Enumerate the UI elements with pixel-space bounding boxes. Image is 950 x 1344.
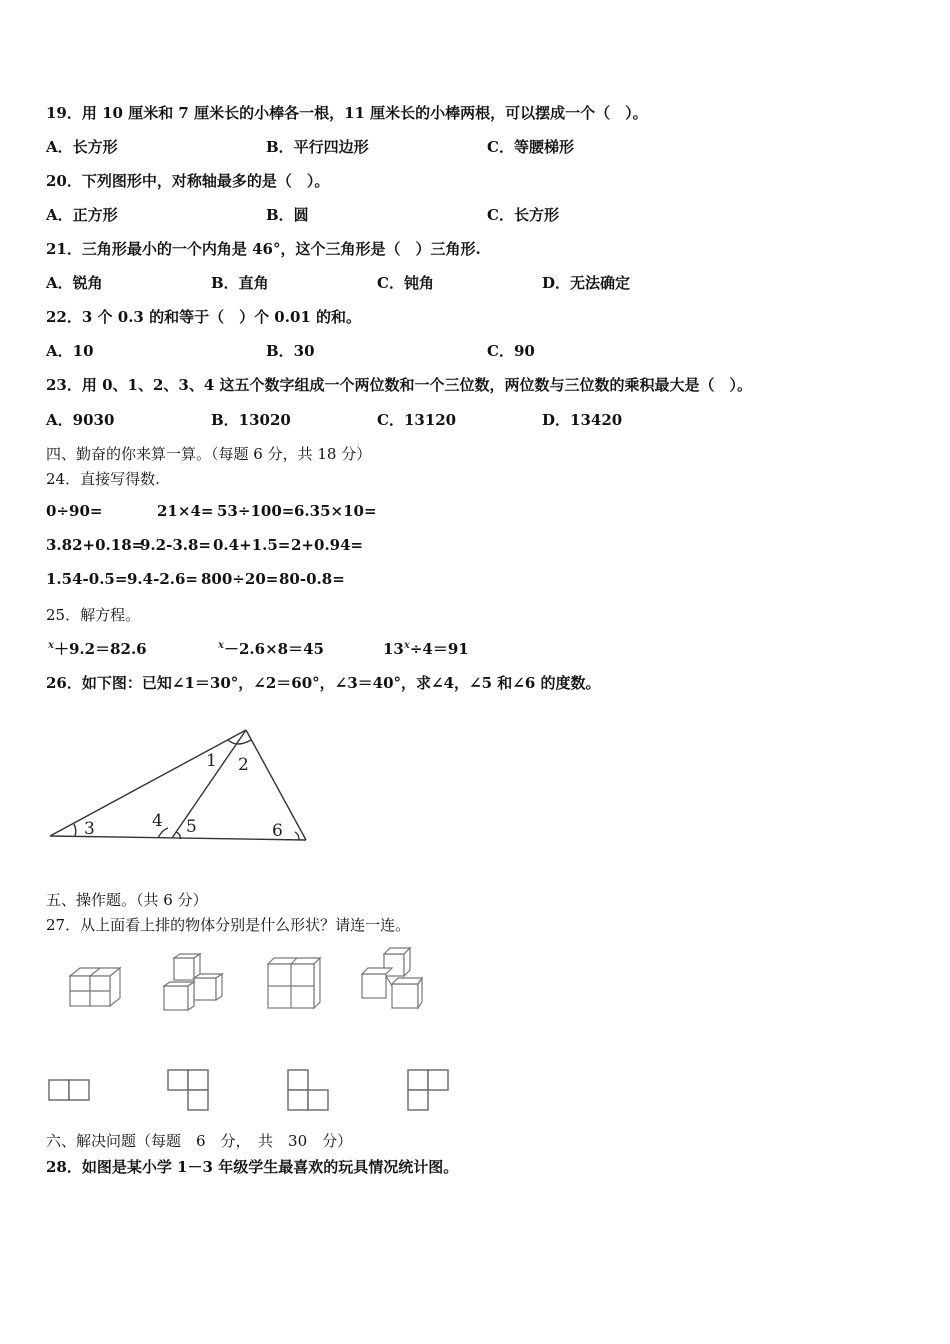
q26-stem: 26．如下图：已知∠1＝30°，∠2＝60°，∠3＝40°，求∠4，∠5 和∠6 的度数。 (46, 674, 601, 692)
top-view-shape-2[interactable] (166, 1068, 212, 1114)
q25-stem: 25．解方程。 (46, 606, 141, 624)
q25-equation-1: $^x$＋9.2＝82.6 (48, 640, 147, 658)
q22-option-a[interactable]: A．10 (46, 342, 94, 360)
angle-label-3: 3 (84, 819, 95, 839)
section-4-heading: 四、勤奋的你来算一算。（每题 6 分，共 18 分） (46, 445, 372, 463)
q24-calc: 0÷90= (46, 502, 103, 520)
q24-calc: 6.35×10= (294, 502, 377, 520)
q20-stem: 20．下列图形中，对称轴最多的是（ ）。 (46, 172, 330, 190)
q24-calc: 53÷100= (217, 502, 295, 520)
var-x: x (218, 640, 224, 651)
q24-calc: 80-0.8= (279, 570, 345, 588)
q19-stem: 19．用 10 厘米和 7 厘米长的小棒各一根，11 厘米长的小棒两根，可以摆成一个（ ）。 (46, 104, 648, 122)
q21-option-d[interactable]: D．无法确定 (542, 274, 631, 292)
top-view-shape-1[interactable] (48, 1078, 92, 1104)
q23-stem: 23．用 0、1、2、3、4 这五个数字组成一个两位数和一个三位数，两位数与三位数的乘积最大是（ ）。 (46, 376, 753, 394)
q21-stem: 21．三角形最小的一个内角是 46°，这个三角形是（ ）三角形. (46, 240, 481, 258)
q23-option-c[interactable]: C．13120 (377, 411, 457, 429)
q24-calc: 9.2-3.8= (140, 536, 211, 554)
cube-object-3[interactable] (264, 954, 324, 1012)
angle-label-5: 5 (186, 817, 197, 837)
cube-object-4[interactable] (358, 946, 424, 1012)
q24-calc: 800÷20= (201, 570, 279, 588)
q19-option-a[interactable]: A．长方形 (46, 138, 118, 156)
q23-option-a[interactable]: A．9030 (46, 411, 115, 429)
q23-option-b[interactable]: B．13020 (211, 411, 291, 429)
q24-calc: 0.4+1.5= (213, 536, 291, 554)
q25-equation-3: $13^x\div 4=91$ (383, 640, 469, 658)
top-view-shape-4[interactable] (406, 1068, 452, 1114)
var-x: x (403, 640, 410, 651)
q20-option-b[interactable]: B．圆 (266, 206, 309, 224)
q22-stem: 22．3 个 0.3 的和等于（ ）个 0.01 的和。 (46, 308, 362, 326)
cube-object-2[interactable] (160, 952, 226, 1014)
top-view-shape-3[interactable] (286, 1068, 332, 1114)
section-5-heading: 五、操作题。（共 6 分） (46, 891, 208, 909)
q24-stem: 24．直接写得数. (46, 470, 160, 488)
q20-option-a[interactable]: A．正方形 (46, 206, 118, 224)
q23-option-d[interactable]: D．13420 (542, 411, 623, 429)
q24-calc: 3.82+0.18= (46, 536, 145, 554)
q25-equation-2: $^x$－2.6×8＝45 (218, 640, 324, 658)
cube-object-1[interactable] (66, 964, 126, 1014)
triangle-figure (44, 722, 324, 852)
q24-calc: 21×4= (157, 502, 214, 520)
q28-stem: 28．如图是某小学 1－3 年级学生最喜欢的玩具情况统计图。 (46, 1158, 459, 1176)
q24-calc: 9.4-2.6= (127, 570, 198, 588)
q21-option-c[interactable]: C．钝角 (377, 274, 434, 292)
angle-label-4: 4 (152, 811, 163, 831)
q21-option-a[interactable]: A．锐角 (46, 274, 103, 292)
q19-option-b[interactable]: B．平行四边形 (266, 138, 369, 156)
angle-label-1: 1 (206, 751, 217, 771)
section-6-heading: 六、解决问题（每题 6 分， 共 30 分） (46, 1132, 353, 1150)
q27-stem: 27．从上面看上排的物体分别是什么形状？请连一连。 (46, 916, 411, 934)
angle-label-6: 6 (272, 821, 283, 841)
q21-option-b[interactable]: B．直角 (211, 274, 269, 292)
q20-option-c[interactable]: C．长方形 (487, 206, 559, 224)
var-x: x (48, 640, 54, 651)
q24-calc: 1.54-0.5= (46, 570, 128, 588)
q24-calc: 2+0.94= (291, 536, 364, 554)
q19-option-c[interactable]: C．等腰梯形 (487, 138, 574, 156)
angle-label-2: 2 (238, 755, 249, 775)
q22-option-b[interactable]: B．30 (266, 342, 315, 360)
q22-option-c[interactable]: C．90 (487, 342, 535, 360)
